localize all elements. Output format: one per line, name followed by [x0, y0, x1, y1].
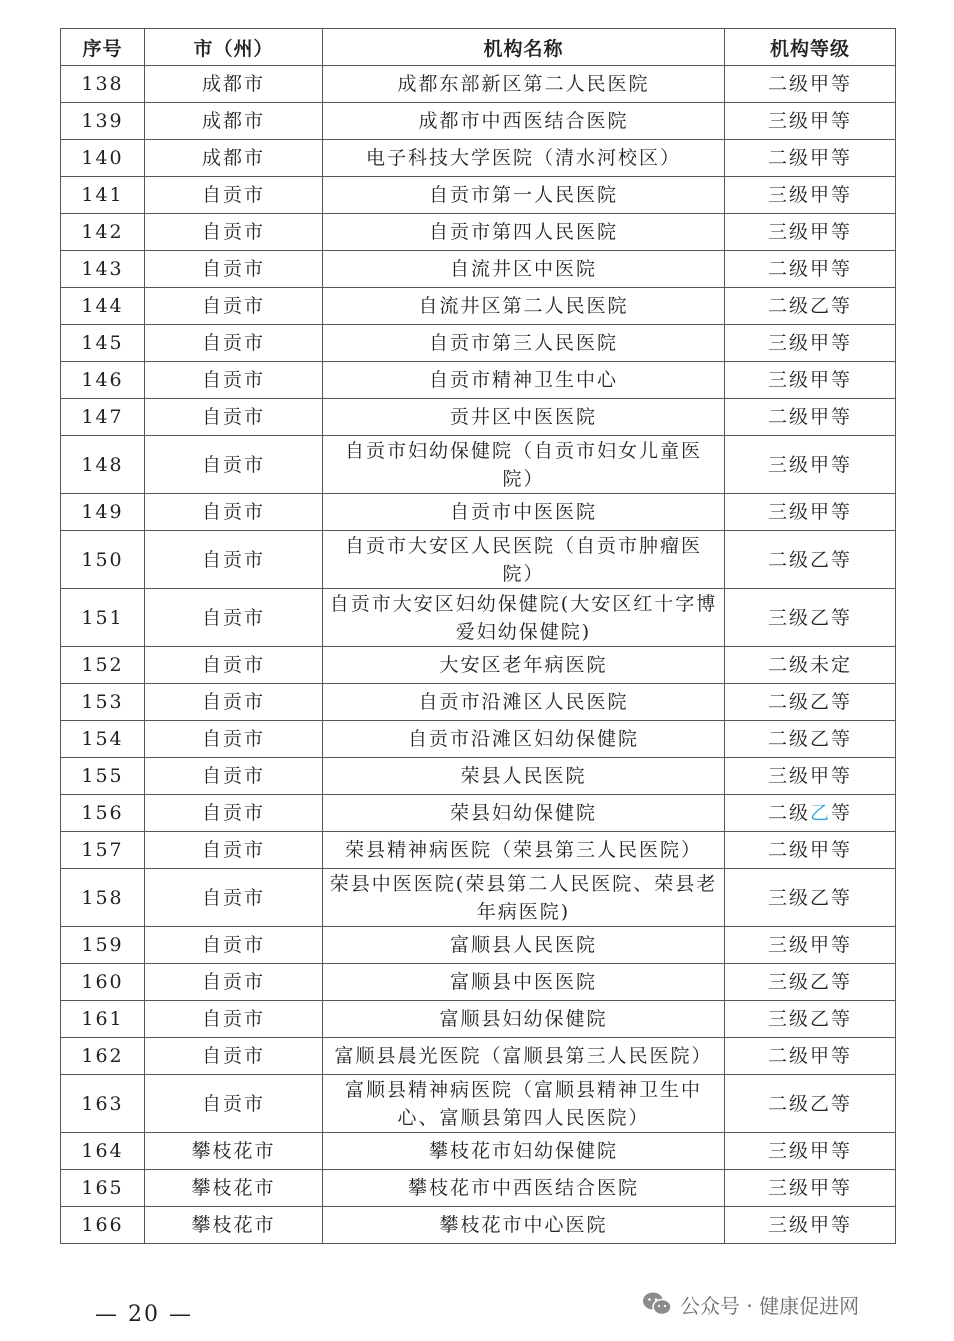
table-row [61, 1075, 896, 1133]
institution-level-cell: 三级乙等 [725, 1001, 896, 1038]
institution-name-cell: 自贡市第四人民医院 [323, 214, 725, 251]
city-cell: 自贡市 [145, 647, 323, 684]
table-row [61, 795, 896, 832]
institution-name-cell: 成都东部新区第二人民医院 [323, 66, 725, 103]
table-row [61, 251, 896, 288]
city-cell: 成都市 [145, 66, 323, 103]
serial-no-cell: 161 [61, 1001, 145, 1038]
table-row [61, 927, 896, 964]
city-cell: 自贡市 [145, 1001, 323, 1038]
institution-name-cell: 自贡市精神卫生中心 [323, 362, 725, 399]
serial-no-cell: 146 [61, 362, 145, 399]
city-cell: 自贡市 [145, 721, 323, 758]
city-cell: 自贡市 [145, 325, 323, 362]
serial-no-cell: 162 [61, 1038, 145, 1075]
serial-no-cell: 155 [61, 758, 145, 795]
institution-name-cell: 自流井区中医院 [323, 251, 725, 288]
table-row [61, 1001, 896, 1038]
institution-name-cell: 荣县妇幼保健院 [323, 795, 725, 832]
serial-no-cell: 143 [61, 251, 145, 288]
serial-no-cell: 150 [61, 531, 145, 589]
serial-no-cell: 153 [61, 684, 145, 721]
serial-no-cell: 149 [61, 494, 145, 531]
table-row [61, 684, 896, 721]
institution-name-cell: 荣县中医医院(荣县第二人民医院、荣县老年病医院) [323, 869, 725, 927]
serial-no-cell: 156 [61, 795, 145, 832]
city-cell: 自贡市 [145, 869, 323, 927]
city-cell: 自贡市 [145, 1038, 323, 1075]
city-cell: 自贡市 [145, 399, 323, 436]
serial-no-cell: 152 [61, 647, 145, 684]
table-row [61, 721, 896, 758]
institution-name-cell: 攀枝花市妇幼保健院 [323, 1133, 725, 1170]
table-row [61, 531, 896, 589]
institution-level-cell: 二级乙等 [725, 1075, 896, 1133]
institution-name-cell: 攀枝花市中西医结合医院 [323, 1170, 725, 1207]
institution-level-cell: 二级未定 [725, 647, 896, 684]
serial-no-cell: 159 [61, 927, 145, 964]
institution-name-cell: 攀枝花市中心医院 [323, 1207, 725, 1244]
serial-no-cell: 138 [61, 66, 145, 103]
table-row [61, 177, 896, 214]
wechat-icon [642, 1291, 672, 1317]
table-row [61, 214, 896, 251]
watermark [642, 1289, 859, 1319]
institution-name-cell: 自流井区第二人民医院 [323, 288, 725, 325]
table-row [61, 288, 896, 325]
serial-no-cell: 145 [61, 325, 145, 362]
institution-name-cell: 自贡市妇幼保健院（自贡市妇女儿童医院） [323, 436, 725, 494]
city-cell: 自贡市 [145, 436, 323, 494]
institution-level-cell: 二级甲等 [725, 251, 896, 288]
serial-no-cell: 157 [61, 832, 145, 869]
institution-level-cell: 三级甲等 [725, 436, 896, 494]
level-highlight-char: 乙 [809, 802, 831, 824]
serial-no-cell: 148 [61, 436, 145, 494]
institution-level-cell: 二级乙等 [725, 721, 896, 758]
institution-level-cell: 三级甲等 [725, 1133, 896, 1170]
institution-name-cell: 富顺县晨光医院（富顺县第三人民医院） [323, 1038, 725, 1075]
city-cell: 自贡市 [145, 214, 323, 251]
institution-name-cell: 自贡市大安区人民医院（自贡市肿瘤医院） [323, 531, 725, 589]
table-row [61, 1207, 896, 1244]
institution-name-cell: 富顺县精神病医院（富顺县精神卫生中心、富顺县第四人民医院） [323, 1075, 725, 1133]
table-row [61, 362, 896, 399]
table-row [61, 494, 896, 531]
city-cell: 自贡市 [145, 531, 323, 589]
watermark-text: 公众号 · 健康促进网 [680, 1293, 860, 1318]
city-cell: 自贡市 [145, 964, 323, 1001]
institution-level-cell: 三级甲等 [725, 362, 896, 399]
institution-level-cell: 三级甲等 [725, 214, 896, 251]
serial-no-cell: 158 [61, 869, 145, 927]
table-row [61, 325, 896, 362]
header-city: 市（州） [145, 29, 323, 66]
institution-level-cell: 三级甲等 [725, 1170, 896, 1207]
institution-level-cell: 三级甲等 [725, 325, 896, 362]
serial-no-cell: 165 [61, 1170, 145, 1207]
serial-no-cell: 147 [61, 399, 145, 436]
table-row [61, 589, 896, 647]
page-number: — 20 — [95, 1302, 193, 1327]
city-cell: 自贡市 [145, 177, 323, 214]
institution-level-cell: 二级甲等 [725, 832, 896, 869]
city-cell: 攀枝花市 [145, 1133, 323, 1170]
table-row [61, 1038, 896, 1075]
city-cell: 自贡市 [145, 758, 323, 795]
institution-level-cell: 三级乙等 [725, 589, 896, 647]
institution-name-cell: 富顺县人民医院 [323, 927, 725, 964]
city-cell: 自贡市 [145, 684, 323, 721]
institution-name-cell: 成都市中西医结合医院 [323, 103, 725, 140]
city-cell: 攀枝花市 [145, 1207, 323, 1244]
city-cell: 自贡市 [145, 251, 323, 288]
city-cell: 自贡市 [145, 927, 323, 964]
institution-level-cell: 二级甲等 [725, 140, 896, 177]
serial-no-cell: 160 [61, 964, 145, 1001]
institution-level-cell [725, 795, 896, 832]
institution-name-cell: 富顺县妇幼保健院 [323, 1001, 725, 1038]
serial-no-cell: 166 [61, 1207, 145, 1244]
institution-level-cell: 三级乙等 [725, 869, 896, 927]
institution-level-cell: 三级甲等 [725, 927, 896, 964]
institution-name-cell: 自贡市中医医院 [323, 494, 725, 531]
serial-no-cell: 139 [61, 103, 145, 140]
institution-name-cell: 荣县精神病医院（荣县第三人民医院） [323, 832, 725, 869]
serial-no-cell: 141 [61, 177, 145, 214]
institution-name-cell: 自贡市沿滩区人民医院 [323, 684, 725, 721]
institution-level-cell: 三级甲等 [725, 494, 896, 531]
serial-no-cell: 154 [61, 721, 145, 758]
city-cell: 自贡市 [145, 589, 323, 647]
city-cell: 自贡市 [145, 795, 323, 832]
table-row [61, 964, 896, 1001]
table-row [61, 140, 896, 177]
city-cell: 自贡市 [145, 832, 323, 869]
institution-level-cell: 三级甲等 [725, 103, 896, 140]
institution-level-cell: 二级乙等 [725, 531, 896, 589]
serial-no-cell: 144 [61, 288, 145, 325]
table-row [61, 832, 896, 869]
city-cell: 自贡市 [145, 1075, 323, 1133]
table-row [61, 1170, 896, 1207]
institution-name-cell: 大安区老年病医院 [323, 647, 725, 684]
table-row [61, 869, 896, 927]
institution-level-cell: 三级甲等 [725, 177, 896, 214]
table-row [61, 758, 896, 795]
level-text-part: 等 [831, 802, 853, 824]
city-cell: 攀枝花市 [145, 1170, 323, 1207]
institution-name-cell: 富顺县中医医院 [323, 964, 725, 1001]
institution-name-cell: 荣县人民医院 [323, 758, 725, 795]
table-row [61, 436, 896, 494]
institution-level-cell: 三级甲等 [725, 758, 896, 795]
institution-level-cell: 三级乙等 [725, 964, 896, 1001]
institution-name-cell: 贡井区中医医院 [323, 399, 725, 436]
institution-level-cell: 三级甲等 [725, 1207, 896, 1244]
header-institution-name: 机构名称 [323, 29, 725, 66]
city-cell: 自贡市 [145, 494, 323, 531]
serial-no-cell: 151 [61, 589, 145, 647]
table-row [61, 103, 896, 140]
institution-name-cell: 自贡市第三人民医院 [323, 325, 725, 362]
institution-name-cell: 自贡市沿滩区妇幼保健院 [323, 721, 725, 758]
institution-table [60, 28, 896, 1244]
institution-level-cell: 二级甲等 [725, 1038, 896, 1075]
table-row [61, 399, 896, 436]
institution-level-cell: 二级甲等 [725, 66, 896, 103]
header-institution-level: 机构等级 [725, 29, 896, 66]
city-cell: 自贡市 [145, 362, 323, 399]
table-row [61, 647, 896, 684]
institution-level-cell: 二级甲等 [725, 399, 896, 436]
table-row [61, 66, 896, 103]
institution-level-cell: 二级乙等 [725, 684, 896, 721]
level-text-part: 二级 [767, 802, 810, 824]
institution-name-cell: 电子科技大学医院（清水河校区） [323, 140, 725, 177]
institution-name-cell: 自贡市第一人民医院 [323, 177, 725, 214]
header-serial-no: 序号 [61, 29, 145, 66]
serial-no-cell: 164 [61, 1133, 145, 1170]
serial-no-cell: 142 [61, 214, 145, 251]
serial-no-cell: 140 [61, 140, 145, 177]
table-header-row [61, 29, 896, 66]
institution-level-cell: 二级乙等 [725, 288, 896, 325]
serial-no-cell: 163 [61, 1075, 145, 1133]
city-cell: 成都市 [145, 103, 323, 140]
table-row [61, 1133, 896, 1170]
city-cell: 自贡市 [145, 288, 323, 325]
city-cell: 成都市 [145, 140, 323, 177]
institution-name-cell: 自贡市大安区妇幼保健院(大安区红十字博爱妇幼保健院) [323, 589, 725, 647]
